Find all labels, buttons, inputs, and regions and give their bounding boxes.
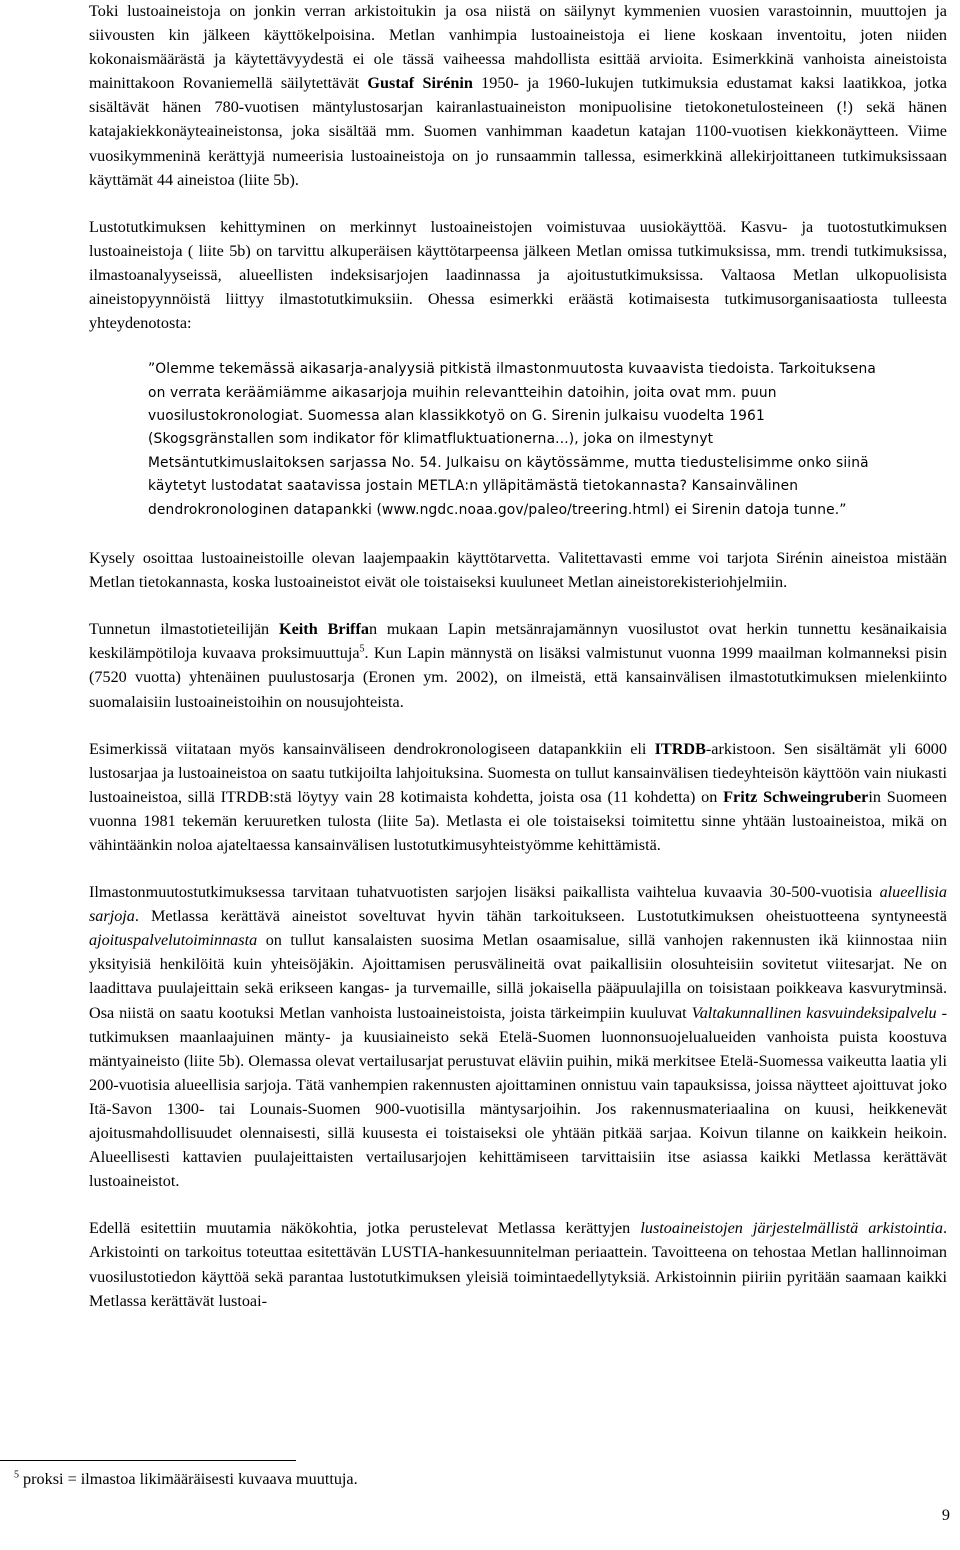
- text-run: Esimerkissä viitataan myös kansainväliseen dendrokronologiseen datapankkiin eli: [89, 739, 655, 758]
- footnote-text: proksi = ilmastoa likimääräisesti kuvaava muuttuja.: [19, 1470, 358, 1488]
- text-run: Toki lustoaineistoja on jonkin verran arkistoitukin ja osa niistä on säilynyt kymmenien vuosien varastoinnin, muuttojen ja siivousten kin jälkeen käyttökelpoisina. Metlan vanhimpia lustoaineistoja ei liene koskaan inventoitu, joten niiden kokonaismäärästä ja käytettävyydestä ei ole tässä vaiheessa mahdollista esittää arvioita. Esimerkkinä vanhoista aineistoista mainittakoon Rovaniemellä säilytettävät: [89, 2, 947, 93]
- text-run: Lustotutkimuksen kehittyminen on merkinnyt lustoaineistojen voimistuvaa uusiokäyttöä. Kasvu- ja tuotostutkimuksen lustoaineistoja ( liite 5b) on tarvittu alkuperäisen käyttötarpeensa jälkeen Metlan omissa tutkimuksissa, mm. trendi tutkimuksissa, ilmastoanalyyseissä, alueellisten indeksisarjojen laadinnassa ja ajoitustutkimuksissa. Valtaosa Metlan ulkopuolisista aineistopyynnöistä liittyy ilmastotutkimuksiin. Ohessa esimerkki eräästä kotimaisesta tutkimusorganisaatiosta tulleesta yhteydenotosta:: [89, 217, 947, 333]
- footnote: [14, 1470, 358, 1489]
- text-run: n mukaan Lapin metsänrajamännyn vuosilustot ovat herkin tunnettu kesänaikaisia keskilämpötiloja kuvaava proksimuuttuja: [89, 620, 947, 663]
- italic-term: ajoituspalvelutoiminnasta: [89, 931, 258, 950]
- text-run: . Kun Lapin männystä on lisäksi valmistunut vuonna 1999 maailman kolmanneksi pisin (7520 vuotta) yhtenäinen puulustosarja (Eronen ym. 2002), on ilmeistä, että kansainvälisen ilmastotutkimuksen mielenkiinto suomalaisiin lustoaineistoihin on nousujohteista.: [89, 644, 947, 711]
- bold-name: Fritz Schweingruber: [723, 787, 869, 806]
- bold-name: Keith Briffa: [279, 620, 369, 639]
- text-run: 1950- ja 1960-lukujen tutkimuksia edustamat kaksi laatikkoa, jotka sisältävät hänen 780-vuotisen mäntylustosarjan kairanlastuaineiston monipuolisine tietokonetulosteineen (!) sekä hänen katajakiekkonäyteaineistonsa, joka sisältää mm. Suomen vanhimman kaadetun katajan 1100-vuotisen kiekkonäytteen. Viime vuosikymmeninä kerättyjä numeerisia lustoaineistoja on jo runsaammin tallessa, esimerkkinä allekirjoittaneen tutkimuksissaan käyttämät 44 aineistoa (liite 5b).: [89, 74, 947, 189]
- bold-name: Gustaf Sirénin: [367, 74, 473, 93]
- text-run: . Metlassa kerättävä aineistot soveltuvat hyvin tähän tarkoitukseen. Lustotutkimuksen oheistuotteena syntyneestä: [134, 907, 947, 926]
- bold-name: ITRDB: [654, 739, 706, 758]
- page-number: 9: [941, 1506, 950, 1524]
- italic-term: Valtakunnallinen kasvuindeksipalvelu: [691, 1003, 937, 1022]
- block-quote: ”Olemme tekemässä aikasarja-analyysiä pitkistä ilmastonmuutosta kuvaavista tiedoista. Tarkoituksena on verrata keräämiämme aikasarjoja muihin relevantteihin datoihin, joita ovat mm. puun vuosilustokronologiat. Suomessa alan klassikkotyö on G. Sirenin julkaisu vuodelta 1961 (Skogsgränstallen som indikator för klimatfluktuationerna...), joka on ilmestynyt Metsäntutkimuslaitoksen sarjassa No. 54. Julkaisu on käytössämme, mutta tiedustelisimme onko siinä käytetyt lustodatat saatavissa jostain METLA:n ylläpitämästä tietokannasta? Kansainvälinen dendrokronologinen datapankki (www.ngdc.noaa.gov/paleo/treering.html) ei Sirenin datoja tunne.”: [148, 361, 876, 518]
- footnote-mark: 5: [14, 1469, 19, 1481]
- italic-term: alueellisia sarjoja: [89, 883, 947, 926]
- paragraph-archiving: [89, 1216, 947, 1312]
- text-run: -tutkimuksen maanlaajuinen mänty- ja kuusiaineisto sekä Etelä-Suomen luonnonsuojelualueiden vanhoista puista koostuva mäntyaineisto (liite 5b). Olemassa olevat vertailusarjat perustuvat eläviin puihin, mikä merkitsee Etelä-Suomessa vaikeutta laatia yli 200-vuotisia alueellisia sarjoja. Tätä vanhempien rakennusten ajoittaminen onnistuu vain tapauksissa, joissa näytteet ajoittuvat joko Itä-Savon 1300- tai Lounais-Suomen 900-vuotisilla mäntysarjoihin. Jos rakennusmateriaalina on kuusi, heikkenevät ajoitusmahdollisuudet olennaisesti, sillä kuusesta ei toistaiseksi ole yhtään pitkää sarjaa. Koivun tilanne on kaikkein heikoin. Alueellisesti kattavien puulajeittaisten vertailusarjojen kehittämiseen tarvittaisiin itse asiassa kaikki Metlassa kerättävät lustoaineistot.: [89, 1003, 947, 1191]
- body-text: [89, 0, 947, 1336]
- paragraph-inquiry: [89, 546, 947, 594]
- text-run: on tullut kansalaisten suosima Metlan osaamisalue, sillä vanhojen rakennusten ikä kiinnostaa niin yksityisiä henkilöitä kuin yhteisöjäkin. Ajoittamisen perusvälineitä ovat paikallisiin olosuhteisiin sovitetut viitesarjat. Ne on laadittava puulajeittain sekä erikseen kangas- ja turvemaille, sillä jokaisella pääpuulajilla on toisistaan poikkeava kasvurytminsä. Osa niistä on saatu kootuksi Metlan vanhoista lustoaineistoista, joista tärkeimpiin kuuluvat: [89, 931, 947, 1022]
- text-run: in Suomeen vuonna 1981 tekemän keruuretken tulosta (liite 5a). Metlasta ei ole toistaiseksi toimitettu sinne yhtään lustoaineistoa, mikä on vähintäänkin noloa ajateltaessa kansainvälisen lustotutkimusyhteistyömme kehittämistä.: [89, 787, 947, 854]
- paragraph-briffa: [89, 617, 947, 713]
- text-run: -arkistoon. Sen sisältämät yli 6000 lustosarjaa ja lustoaineistoa on saatu tutkijoilta lahjoituksina. Suomesta on tullut kansainvälisen tiedeyhteisön käyttöön vain niukasti lustoaineistoa, sillä ITRDB:stä löytyy vain 28 kotimaista kohdetta, joista osa (11 kohdetta) on: [89, 739, 947, 806]
- paragraph-regional-series: [89, 880, 947, 1193]
- text-run: Edellä esitettiin muutamia näkökohtia, jotka perustelevat Metlassa kerättyjen: [89, 1219, 641, 1238]
- italic-term: lustoaineistojen järjestelmällistä arkistointia: [640, 1219, 943, 1238]
- paragraph-archived-materials: [89, 0, 947, 192]
- paragraph-reuse: [89, 215, 947, 335]
- text-run: Ilmastonmuutostutkimuksessa tarvitaan tuhatvuotisten sarjojen lisäksi paikallista vaihtelua kuvaavia 30-500-vuotisia: [89, 883, 880, 902]
- text-run: Kysely osoittaa lustoaineistoille olevan laajempaakin käyttötarvetta. Valitettavasti emme voi tarjota Sirénin aineistoa mistään Metlan tietokannasta, koska lustoaineistot eivät ole toistaiseksi kuuluneet Metlan aineistorekisteriohjelmiin.: [89, 549, 947, 592]
- footnote-ref: 5: [359, 643, 365, 655]
- paragraph-itrdb: [89, 737, 947, 857]
- text-run: Tunnetun ilmastotieteilijän: [89, 620, 280, 639]
- footnote-rule: [0, 1460, 296, 1461]
- text-run: . Arkistointi on tarkoitus toteuttaa esitettävän LUSTIA-hankesuunnitelman periaattein. Tavoitteena on tehostaa Metlan hallinnoiman vuosilustotiedon käyttöä sekä parantaa lustotutkimuksen yleisiä toimintaedellytyksiä. Arkistoinnin piiriin pyritään saamaan kaikki Metlassa kerättävät lustoai-: [89, 1219, 947, 1310]
